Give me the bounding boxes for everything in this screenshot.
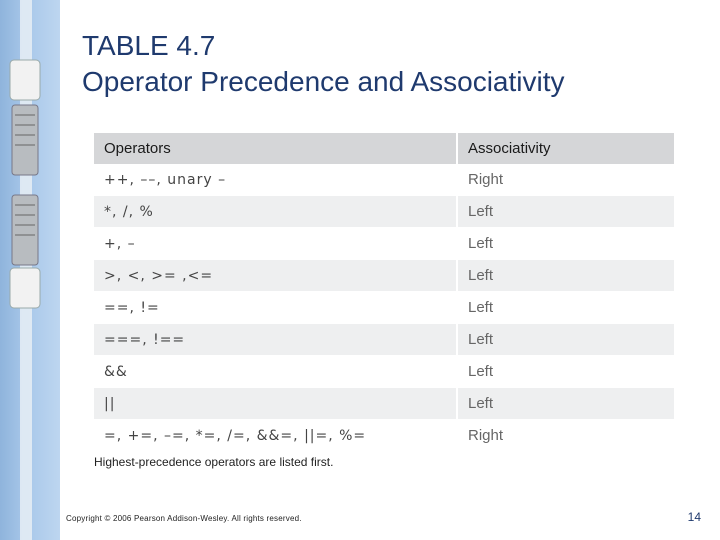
associativity-cell: Left <box>457 292 674 324</box>
slide-title <box>82 28 564 100</box>
header-associativity: Associativity <box>457 133 674 164</box>
operators-cell: && <box>94 356 457 388</box>
table-footnote: Highest-precedence operators are listed first. <box>94 455 334 469</box>
table-row <box>94 324 674 356</box>
associativity-cell: Right <box>457 164 674 196</box>
operators-cell: *, /, % <box>94 196 457 228</box>
network-cable-image <box>0 0 60 540</box>
title-line-2: Operator Precedence and Associativity <box>82 66 565 97</box>
associativity-cell: Left <box>457 324 674 356</box>
table-row <box>94 420 674 452</box>
operators-cell: =, +=, –=, *=, /=, &&=, ||=, %= <box>94 420 457 452</box>
associativity-cell: Left <box>457 196 674 228</box>
table-row <box>94 260 674 292</box>
table-row <box>94 164 674 196</box>
associativity-cell: Left <box>457 228 674 260</box>
table-row <box>94 388 674 420</box>
precedence-table-container <box>94 133 674 452</box>
header-operators: Operators <box>94 133 457 164</box>
title-line-1: TABLE 4.7 <box>82 30 216 61</box>
table-row <box>94 356 674 388</box>
operators-cell: || <box>94 388 457 420</box>
decorative-cable-strip <box>0 0 60 540</box>
operators-cell: ===, !== <box>94 324 457 356</box>
precedence-table <box>94 133 674 452</box>
operators-cell: +, – <box>94 228 457 260</box>
associativity-cell: Right <box>457 420 674 452</box>
page-number: 14 <box>687 510 701 524</box>
operators-cell: >, <, >= ,<= <box>94 260 457 292</box>
operators-cell: ++, ––, unary – <box>94 164 457 196</box>
table-header-row <box>94 133 674 164</box>
table-row <box>94 292 674 324</box>
operators-cell: ==, != <box>94 292 457 324</box>
copyright-notice: Copyright © 2006 Pearson Addison-Wesley. All rights reserved. <box>66 514 302 523</box>
table-row <box>94 196 674 228</box>
associativity-cell: Left <box>457 356 674 388</box>
associativity-cell: Left <box>457 260 674 292</box>
associativity-cell: Left <box>457 388 674 420</box>
table-row <box>94 228 674 260</box>
